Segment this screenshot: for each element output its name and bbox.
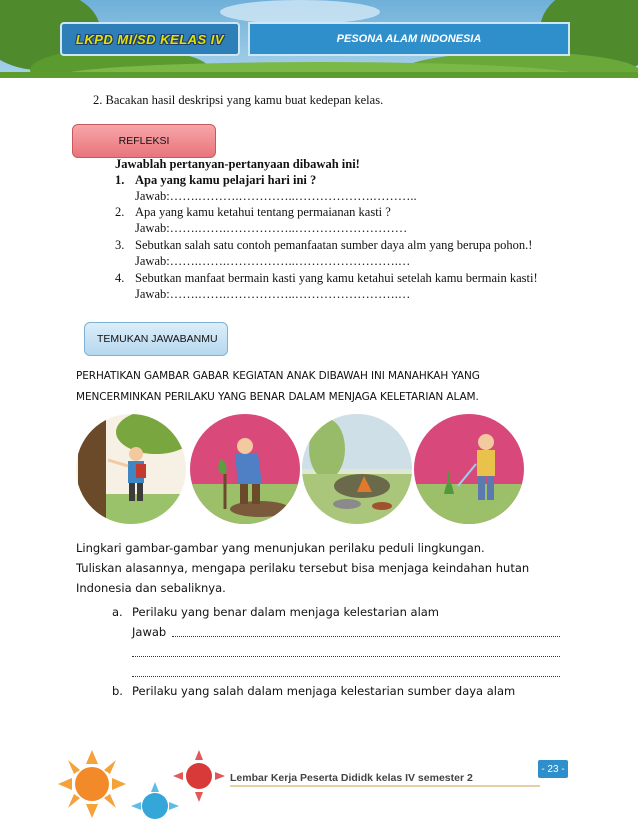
picture-boy-watering-plant[interactable] [414,414,524,524]
answer-a-label: a. [112,605,123,619]
instruction-line-2: Tuliskan alasannya, mengapa perilaku tersebut bisa menjaga keindahan hutan [76,561,530,575]
refleksi-tag: REFLEKSI [72,124,216,158]
answer-a-text: Perilaku yang benar dalam menjaga kelestarian alam [132,605,440,619]
answer-b-label: b. [112,684,123,698]
answer-a-line-3[interactable] [132,676,560,677]
theme-badge-text: PESONA ALAM INDONESIA [336,33,482,45]
question-text: Apa yang kamu pelajari hari ini ? [135,173,317,187]
task-heading-line2: MENCERMINKAN PERILAKU YANG BENAR DALAM MENJAGA KELETARIAN ALAM. [76,391,479,403]
question-number: 2. [115,205,125,219]
sun-blue-icon [131,782,179,819]
class-badge-text: LKPD MI/SD KELAS IV [75,31,225,47]
picture-burning-trash[interactable] [302,414,412,524]
picture-4-illustration [414,414,524,524]
sun-orange-icon [58,750,126,818]
answer-a-line-1[interactable] [172,636,560,637]
instruction-line-1: Lingkari gambar-gambar yang menunjukan perilaku peduli lingkungan. [76,541,485,555]
answer-a-jawab: Jawab [132,625,167,639]
class-badge [60,22,240,56]
picture-3-illustration [302,414,412,524]
answer-line: Jawab:…….…….……………..…………………….… [135,254,411,268]
question-text: Sebutkan manfaat bermain kasti yang kamu ketahui setelah kamu bermain kasti! [135,271,538,285]
answer-line: Jawab:…….……….…………..……………….……….. [135,189,417,203]
question-text: Sebutkan salah satu contoh pemanfaatan sumber daya alm yang berupa pohon.! [135,238,533,252]
footer-text: Lembar Kerja Peserta Dididk kelas IV semester 2 [230,772,473,784]
picture-1-illustration [76,414,186,524]
temukan-tag: TEMUKAN JAWABANMU [84,322,228,356]
refleksi-intro: Jawablah pertanyan-pertanyaan dibawah ini! [115,157,360,171]
instruction-item-2: 2. Bacakan hasil deskripsi yang kamu buat kedepan kelas. [93,93,384,107]
task-heading-line1: PERHATIKAN GAMBAR GABAR KEGIATAN ANAK DIBAWAH INI MANAHKAH YANG [76,370,480,382]
question-number: 4. [115,271,125,285]
answer-line: Jawab:…….…….……………..……………………… [135,221,408,235]
sun-red-icon [173,750,225,802]
page-header [0,0,638,78]
page-number: - 23 - [538,760,568,778]
instruction-line-3: Indonesia dan sebaliknya. [76,581,226,595]
question-number: 3. [115,238,125,252]
question-number: 1. [115,173,125,187]
theme-badge [248,22,570,56]
answer-b-text: Perilaku yang salah dalam menjaga kelestarian sumber daya alam [132,684,516,698]
picture-boy-writing-on-tree[interactable] [76,414,186,524]
question-text: Apa yang kamu ketahui tentang permaianan kasti ? [135,205,391,219]
answer-line: Jawab:…….…….……………..…………………….… [135,287,411,301]
answer-a-line-2[interactable] [132,656,560,657]
picture-2-illustration [190,414,300,524]
picture-boy-planting-tree[interactable] [190,414,300,524]
